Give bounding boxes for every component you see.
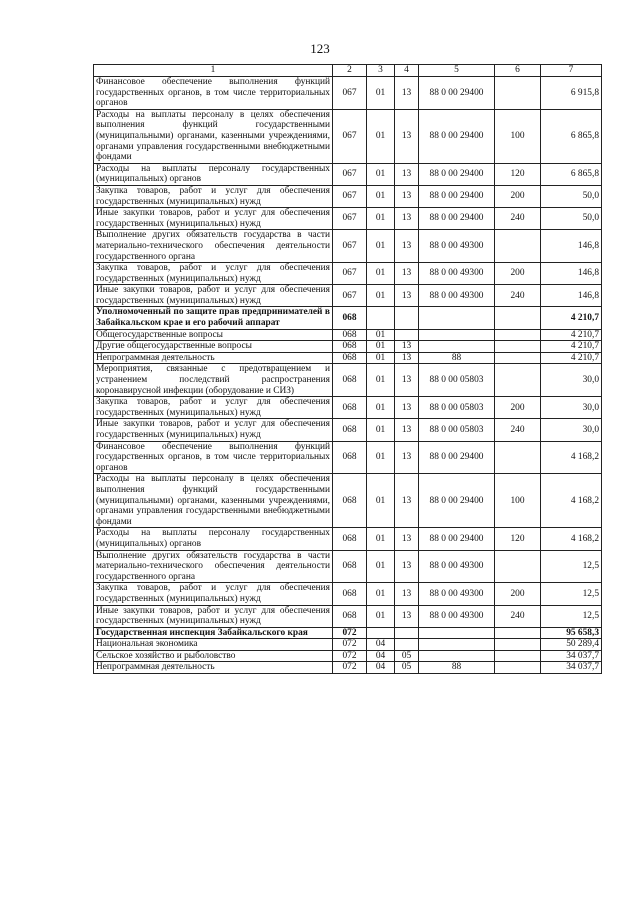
row-sum-cell: 4 210,7 [541, 329, 602, 341]
row-code-2-cell: 072 [333, 662, 367, 674]
row-code-3-cell: 01 [367, 285, 395, 307]
row-name-cell: Закупка товаров, работ и услуг для обеспечения государственных (муниципальных) нужд [94, 263, 333, 285]
table-row [94, 627, 602, 639]
row-code-4-cell [395, 639, 419, 651]
header-cell-4: 4 [395, 65, 419, 77]
row-code-5-cell: 88 0 00 29400 [419, 109, 495, 163]
row-code-3-cell: 01 [367, 528, 395, 550]
row-code-6-cell [495, 441, 541, 474]
row-code-5-cell [419, 307, 495, 329]
table-row [94, 605, 602, 627]
row-name-cell: Сельское хозяйство и рыболовство [94, 650, 333, 662]
row-code-6-cell [495, 650, 541, 662]
row-code-5-cell: 88 0 00 29400 [419, 528, 495, 550]
row-code-5-cell: 88 0 00 49300 [419, 583, 495, 605]
row-code-6-cell: 200 [495, 263, 541, 285]
table-row [94, 307, 602, 329]
row-sum-cell: 30,0 [541, 397, 602, 419]
row-code-4-cell: 13 [395, 341, 419, 353]
row-code-2-cell: 068 [333, 419, 367, 441]
row-name-cell: Закупка товаров, работ и услуг для обеспечения государственных (муниципальных) нужд [94, 583, 333, 605]
row-code-3-cell: 01 [367, 364, 395, 397]
row-code-2-cell: 068 [333, 528, 367, 550]
row-code-2-cell: 067 [333, 163, 367, 185]
row-name-cell: Иные закупки товаров, работ и услуг для обеспечения государственных (муниципальных) нужд [94, 208, 333, 230]
row-sum-cell: 4 210,7 [541, 341, 602, 353]
row-code-4-cell [395, 307, 419, 329]
row-sum-cell: 50,0 [541, 185, 602, 207]
row-sum-cell: 34 037,7 [541, 650, 602, 662]
row-code-3-cell: 01 [367, 163, 395, 185]
row-code-6-cell [495, 230, 541, 263]
page-number: 123 [310, 41, 330, 56]
row-code-2-cell: 068 [333, 341, 367, 353]
row-code-6-cell [495, 364, 541, 397]
row-name-cell: Финансовое обеспечение выполнения функций государственных органов, в том числе территориальных органов [94, 77, 333, 110]
row-code-3-cell: 01 [367, 185, 395, 207]
row-code-2-cell: 072 [333, 627, 367, 639]
table-row [94, 208, 602, 230]
row-code-2-cell: 068 [333, 474, 367, 528]
row-code-3-cell: 01 [367, 474, 395, 528]
row-code-4-cell: 13 [395, 605, 419, 627]
row-sum-cell: 146,8 [541, 263, 602, 285]
row-code-5-cell: 88 0 00 29400 [419, 163, 495, 185]
row-name-cell: Государственная инспекция Забайкальского края [94, 627, 333, 639]
row-code-4-cell: 13 [395, 163, 419, 185]
row-code-6-cell [495, 341, 541, 353]
row-code-5-cell: 88 0 00 49300 [419, 263, 495, 285]
table-row [94, 528, 602, 550]
row-code-3-cell: 01 [367, 583, 395, 605]
row-code-6-cell [495, 639, 541, 651]
table-row [94, 650, 602, 662]
row-code-6-cell: 240 [495, 208, 541, 230]
row-code-3-cell: 01 [367, 230, 395, 263]
row-code-4-cell: 13 [395, 550, 419, 583]
row-sum-cell: 12,5 [541, 550, 602, 583]
row-code-2-cell: 067 [333, 109, 367, 163]
row-code-3-cell: 01 [367, 397, 395, 419]
row-code-3-cell: 04 [367, 662, 395, 674]
row-code-6-cell [495, 307, 541, 329]
row-code-4-cell: 13 [395, 230, 419, 263]
header-cell-1: 1 [94, 65, 333, 77]
row-name-cell: Непрограммная деятельность [94, 352, 333, 364]
row-name-cell: Непрограммная деятельность [94, 662, 333, 674]
table-row [94, 163, 602, 185]
table-row [94, 352, 602, 364]
row-code-3-cell: 01 [367, 329, 395, 341]
row-code-2-cell: 068 [333, 307, 367, 329]
row-code-5-cell: 88 0 00 29400 [419, 77, 495, 110]
row-code-4-cell: 13 [395, 474, 419, 528]
row-code-2-cell: 068 [333, 605, 367, 627]
row-code-5-cell: 88 [419, 662, 495, 674]
row-name-cell: Мероприятия, связанные с предотвращением и устранением последствий распространения коронавирусной инфекции (оборудование и СИЗ) [94, 364, 333, 397]
row-code-3-cell: 04 [367, 650, 395, 662]
row-code-4-cell: 05 [395, 650, 419, 662]
row-code-3-cell: 01 [367, 77, 395, 110]
row-code-5-cell [419, 650, 495, 662]
row-code-5-cell: 88 0 00 49300 [419, 605, 495, 627]
row-code-4-cell: 13 [395, 185, 419, 207]
row-name-cell: Расходы на выплаты персоналу в целях обеспечения выполнения функций государственными (муниципальными) органами, казенными учреждениями, органами управления государственными внебюджетными фондами [94, 109, 333, 163]
row-code-6-cell [495, 352, 541, 364]
header-cell-6: 6 [495, 65, 541, 77]
row-code-4-cell [395, 627, 419, 639]
header-cell-3: 3 [367, 65, 395, 77]
row-sum-cell: 12,5 [541, 605, 602, 627]
row-code-4-cell: 13 [395, 419, 419, 441]
table-row [94, 583, 602, 605]
row-code-6-cell [495, 329, 541, 341]
row-sum-cell: 4 210,7 [541, 352, 602, 364]
row-code-5-cell [419, 329, 495, 341]
row-name-cell: Иные закупки товаров, работ и услуг для обеспечения государственных (муниципальных) нужд [94, 605, 333, 627]
table-row [94, 364, 602, 397]
row-sum-cell: 34 037,7 [541, 662, 602, 674]
table-row [94, 419, 602, 441]
row-name-cell: Расходы на выплаты персоналу в целях обеспечения выполнения функций государственными (муниципальными) органами, казенными учреждениями, органами управления государственными внебюджетными фондами [94, 474, 333, 528]
row-code-3-cell: 01 [367, 441, 395, 474]
row-code-6-cell: 240 [495, 605, 541, 627]
row-name-cell: Национальная экономика [94, 639, 333, 651]
row-name-cell: Расходы на выплаты персоналу государственных (муниципальных) органов [94, 163, 333, 185]
row-code-5-cell: 88 0 00 29400 [419, 185, 495, 207]
row-code-3-cell: 01 [367, 419, 395, 441]
row-code-3-cell [367, 307, 395, 329]
row-code-2-cell: 067 [333, 77, 367, 110]
row-code-4-cell: 05 [395, 662, 419, 674]
header-cell-5: 5 [419, 65, 495, 77]
row-name-cell: Выполнение других обязательств государства в части материально-технического обеспечения деятельности государственного органа [94, 230, 333, 263]
row-code-5-cell: 88 0 00 05803 [419, 397, 495, 419]
row-code-2-cell: 067 [333, 230, 367, 263]
row-sum-cell: 6 865,8 [541, 109, 602, 163]
header-cell-2: 2 [333, 65, 367, 77]
table-row [94, 441, 602, 474]
row-code-6-cell: 120 [495, 163, 541, 185]
header-cell-7: 7 [541, 65, 602, 77]
row-code-6-cell [495, 550, 541, 583]
table-row [94, 639, 602, 651]
row-name-cell: Общегосударственные вопросы [94, 329, 333, 341]
row-sum-cell: 6 915,8 [541, 77, 602, 110]
row-code-4-cell [395, 329, 419, 341]
row-code-3-cell: 01 [367, 263, 395, 285]
row-sum-cell: 50 289,4 [541, 639, 602, 651]
row-code-5-cell: 88 0 00 49300 [419, 550, 495, 583]
row-sum-cell: 95 658,3 [541, 627, 602, 639]
table-header-row [94, 65, 602, 77]
row-code-3-cell: 01 [367, 109, 395, 163]
row-sum-cell: 6 865,8 [541, 163, 602, 185]
row-code-5-cell [419, 341, 495, 353]
row-code-2-cell: 072 [333, 650, 367, 662]
row-code-6-cell: 100 [495, 109, 541, 163]
row-sum-cell: 12,5 [541, 583, 602, 605]
row-sum-cell: 146,8 [541, 230, 602, 263]
row-code-2-cell: 067 [333, 285, 367, 307]
row-name-cell: Финансовое обеспечение выполнения функций государственных органов, в том числе территориальных органов [94, 441, 333, 474]
table-row [94, 285, 602, 307]
row-sum-cell: 30,0 [541, 419, 602, 441]
row-code-4-cell: 13 [395, 208, 419, 230]
row-code-2-cell: 068 [333, 583, 367, 605]
row-code-4-cell: 13 [395, 364, 419, 397]
row-code-4-cell: 13 [395, 397, 419, 419]
table-row [94, 77, 602, 110]
row-name-cell: Уполномоченный по защите прав предпринимателей в Забайкальском крае и его рабочий аппарат [94, 307, 333, 329]
row-code-5-cell: 88 0 00 49300 [419, 230, 495, 263]
row-sum-cell: 146,8 [541, 285, 602, 307]
row-code-4-cell: 13 [395, 109, 419, 163]
row-sum-cell: 50,0 [541, 208, 602, 230]
budget-table [93, 64, 602, 674]
row-code-6-cell [495, 77, 541, 110]
row-code-6-cell: 200 [495, 397, 541, 419]
table-body [94, 65, 602, 674]
row-code-6-cell [495, 627, 541, 639]
row-code-5-cell: 88 0 00 29400 [419, 208, 495, 230]
row-code-3-cell: 01 [367, 208, 395, 230]
row-code-2-cell: 067 [333, 208, 367, 230]
row-code-4-cell: 13 [395, 263, 419, 285]
row-name-cell: Закупка товаров, работ и услуг для обеспечения государственных (муниципальных) нужд [94, 397, 333, 419]
row-code-6-cell: 200 [495, 583, 541, 605]
row-name-cell: Иные закупки товаров, работ и услуг для обеспечения государственных (муниципальных) нужд [94, 285, 333, 307]
table-row [94, 263, 602, 285]
table-row [94, 341, 602, 353]
row-code-5-cell: 88 0 00 05803 [419, 419, 495, 441]
row-sum-cell: 30,0 [541, 364, 602, 397]
row-code-4-cell: 13 [395, 285, 419, 307]
row-code-3-cell: 04 [367, 639, 395, 651]
row-name-cell: Закупка товаров, работ и услуг для обеспечения государственных (муниципальных) нужд [94, 185, 333, 207]
row-sum-cell: 4 210,7 [541, 307, 602, 329]
table-row [94, 550, 602, 583]
row-code-5-cell: 88 0 00 05803 [419, 364, 495, 397]
row-code-6-cell: 120 [495, 528, 541, 550]
row-code-2-cell: 068 [333, 364, 367, 397]
row-sum-cell: 4 168,2 [541, 474, 602, 528]
row-code-2-cell: 068 [333, 397, 367, 419]
row-code-3-cell [367, 627, 395, 639]
row-code-3-cell: 01 [367, 341, 395, 353]
table-row [94, 397, 602, 419]
row-name-cell: Расходы на выплаты персоналу государственных (муниципальных) органов [94, 528, 333, 550]
row-code-2-cell: 067 [333, 263, 367, 285]
row-code-4-cell: 13 [395, 77, 419, 110]
row-code-2-cell: 068 [333, 352, 367, 364]
table-row [94, 329, 602, 341]
row-code-2-cell: 072 [333, 639, 367, 651]
row-code-2-cell: 068 [333, 329, 367, 341]
row-code-6-cell: 200 [495, 185, 541, 207]
row-code-5-cell: 88 [419, 352, 495, 364]
row-name-cell: Иные закупки товаров, работ и услуг для обеспечения государственных (муниципальных) нужд [94, 419, 333, 441]
row-code-6-cell: 100 [495, 474, 541, 528]
row-code-3-cell: 01 [367, 605, 395, 627]
row-code-5-cell: 88 0 00 29400 [419, 441, 495, 474]
row-code-6-cell: 240 [495, 285, 541, 307]
row-name-cell: Другие общегосударственные вопросы [94, 341, 333, 353]
row-code-3-cell: 01 [367, 550, 395, 583]
row-code-4-cell: 13 [395, 441, 419, 474]
row-code-3-cell: 01 [367, 352, 395, 364]
row-code-6-cell [495, 662, 541, 674]
table-row [94, 109, 602, 163]
table-row [94, 185, 602, 207]
row-code-5-cell [419, 627, 495, 639]
row-code-5-cell: 88 0 00 29400 [419, 474, 495, 528]
table-row [94, 662, 602, 674]
row-code-2-cell: 067 [333, 185, 367, 207]
row-sum-cell: 4 168,2 [541, 528, 602, 550]
row-name-cell: Выполнение других обязательств государства в части материально-технического обеспечения деятельности государственного органа [94, 550, 333, 583]
row-code-5-cell [419, 639, 495, 651]
row-code-2-cell: 068 [333, 441, 367, 474]
row-code-2-cell: 068 [333, 550, 367, 583]
table-row [94, 230, 602, 263]
row-code-6-cell: 240 [495, 419, 541, 441]
row-sum-cell: 4 168,2 [541, 441, 602, 474]
row-code-4-cell: 13 [395, 528, 419, 550]
row-code-4-cell: 13 [395, 352, 419, 364]
row-code-4-cell: 13 [395, 583, 419, 605]
row-code-5-cell: 88 0 00 49300 [419, 285, 495, 307]
table-row [94, 474, 602, 528]
